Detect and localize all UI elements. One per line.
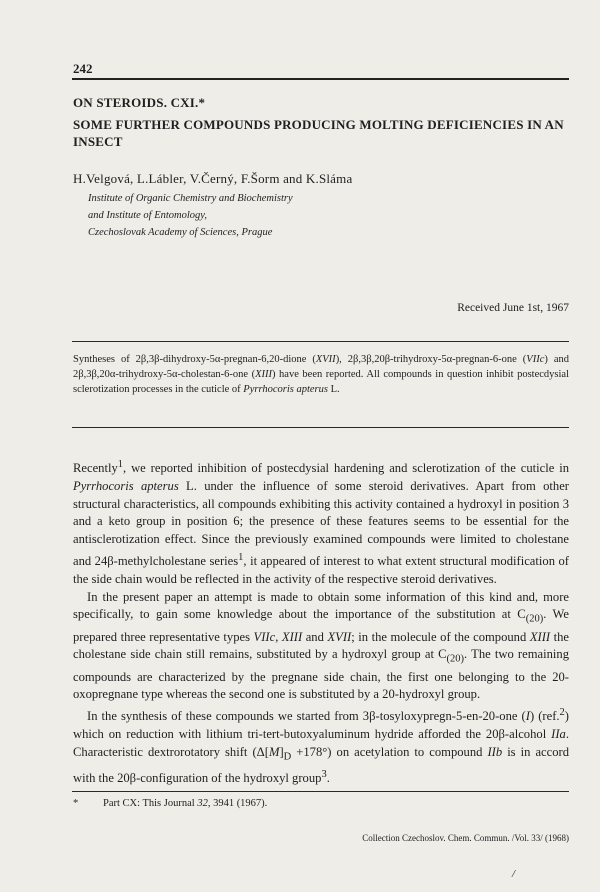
footnote-rule — [72, 791, 569, 792]
abstract: Syntheses of 2β,3β-dihydroxy-5α-pregnan-6,20-dione (XVII), 2β,3β,20β-trihydroxy-5α-pregnan-6-one (VIIc) and 2β,3β,20α-trihydroxy-5α-cholestan-6-one (XIII) have been reported. All compounds in question inhibit postecdysial sclerotization processes in the cuticle of Pyrrhocoris apterus L. — [73, 354, 569, 396]
received-date: Received June 1st, 1967 — [457, 302, 569, 314]
author-list: H.Velgová, L.Lábler, V.Černý, F.Šorm and K.Sláma — [73, 171, 353, 186]
body-text — [73, 456, 569, 788]
reference-mark: 2 — [559, 707, 565, 719]
paragraph-3: In the synthesis of these compounds we started from 3β-tosyloxypregn-5-en-20-one (I) (ref.$^2$) which on reduction with lithium tri-tert-butoxyaluminum hydride afforded the 20β-alcohol IIa. Characteristic dextrorotatory shift $(\Delta[M]_D +178^\circ)$ on acetylation to compound IIb is in accord with the 20β-configuration of the hydroxyl group$^3$. — [73, 707, 570, 786]
reference-mark: 1 — [117, 459, 124, 470]
paragraph-2: In the present paper an attempt is made to obtain some information of this kind and, more specifically, to gain some knowledge about the importance of the substitution at $C_{(20)}$. We prepared three representative types VIIc, XIII and XVII; in the molecule of the compound XIII the cholestane side chain still remains, substituted by a hydroxyl group at $C_{(20)}$. The two remaining compounds are characterized by the pregnane side chain, the first one belonging to the 20-oxopregnane type whereas the second one is substituted by a 20-hydroxyl group. — [73, 589, 570, 702]
abstract-bottom-rule — [72, 427, 569, 428]
article-title: SOME FURTHER COMPOUNDS PRODUCING MOLTING DEFICIENCIES IN AN INSECT — [73, 117, 564, 149]
journal-footer: Collection Czechoslov. Chem. Commun. /Vol. 33/ (1968) — [362, 833, 569, 843]
header-rule — [72, 78, 569, 80]
corner-mark: / — [512, 868, 516, 880]
affiliation-line-1: Institute of Organic Chemistry and Biochemistry — [88, 193, 293, 204]
paragraph-1: Recently$^1$, we reported inhibition of postecdysial hardening and sclerotization of the cuticle in Pyrrhocoris apterus L. under the influence of some steroid derivatives. Apart from other structural characteristics, all compounds exhibiting this activity contained a hydroxyl in position 3 and a keto group in position 6; the presence of these features seems to be essential for the antisclerotization effect. Since the previously examined compounds were limited to cholestane and 24β-methylcholestane series$^1$, it appeared of interest to what extent structural modification of the side chain would be reflected in the activity of the respective steroid derivatives. — [73, 459, 569, 586]
page-number: 242 — [73, 61, 93, 76]
affiliation-line-2: and Institute of Entomology, — [88, 210, 207, 221]
reference-mark: 1 — [238, 551, 244, 563]
affiliation-line-3: Czechoslovak Academy of Sciences, Prague — [88, 227, 273, 238]
article-series-title: ON STEROIDS. CXI.* — [73, 95, 206, 110]
footnote: * Part CX: This Journal 32, 3941 (1967). — [73, 798, 268, 809]
reference-mark: 3 — [321, 769, 327, 781]
abstract-top-rule — [72, 341, 569, 342]
affiliation — [88, 190, 293, 241]
